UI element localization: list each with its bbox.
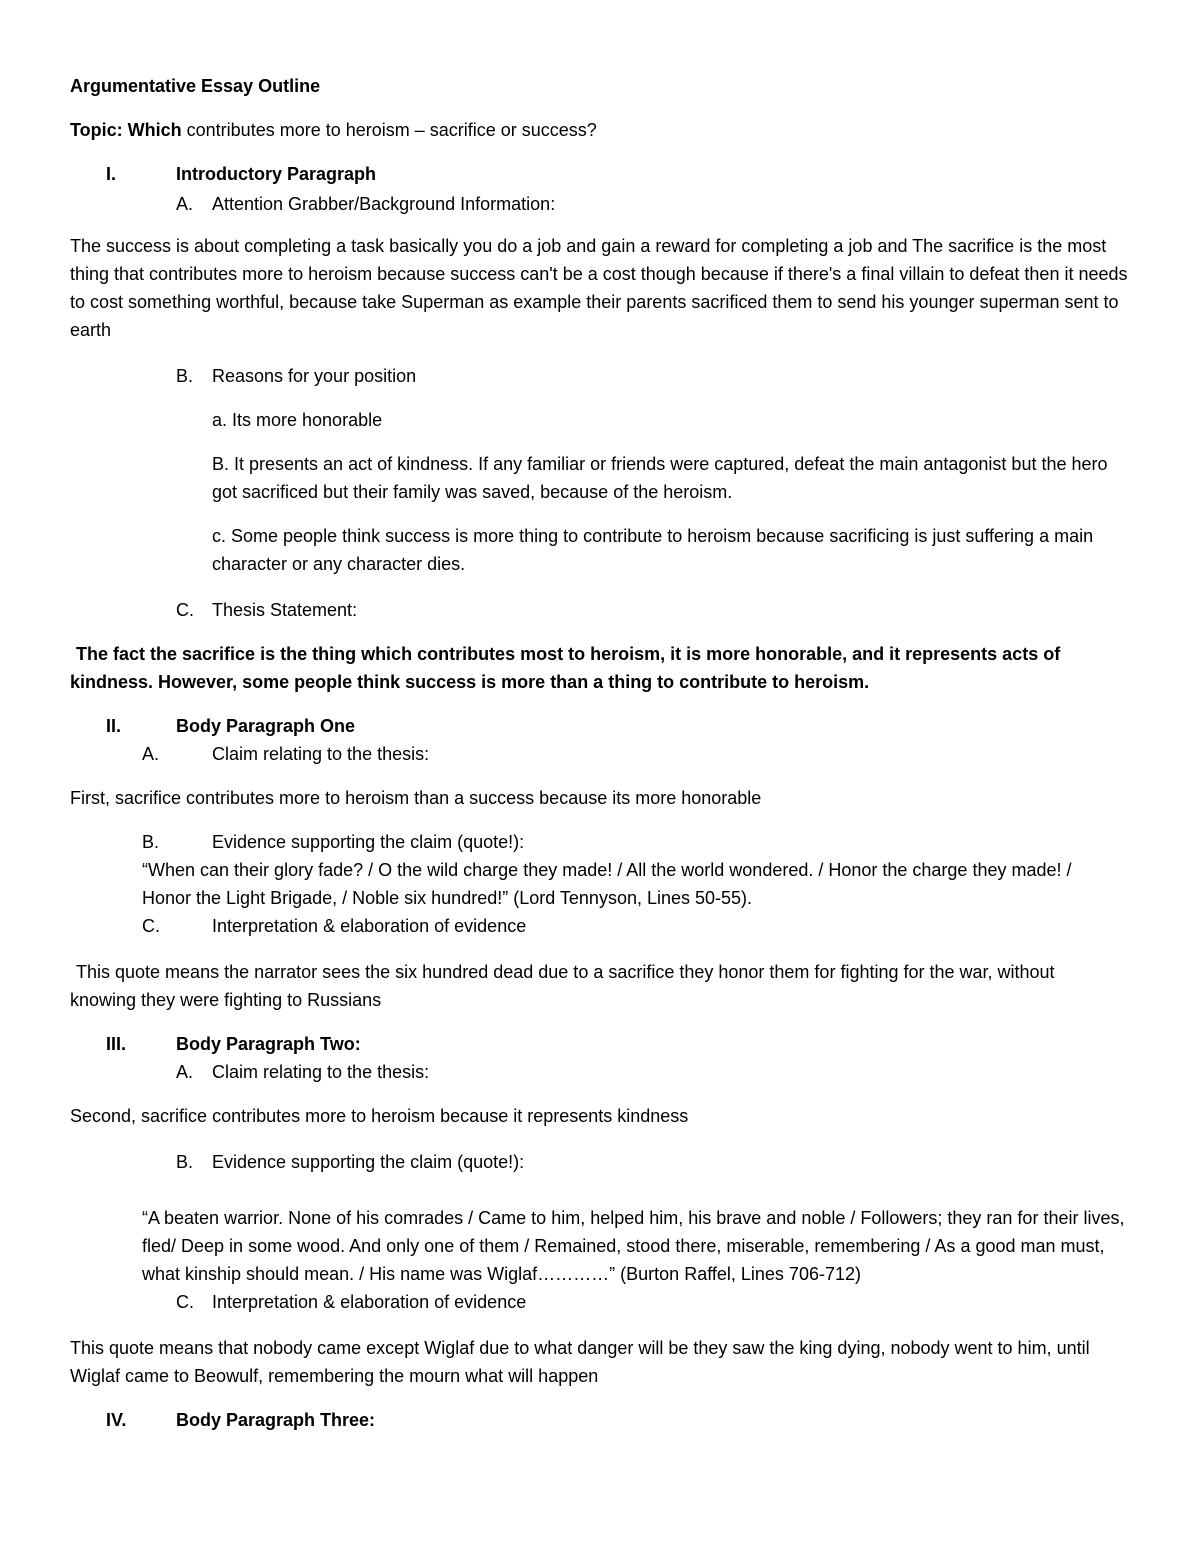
intro-c-label: Thesis Statement: xyxy=(212,600,358,620)
body2-quote: “A beaten warrior. None of his comrades / Came to him, helped him, his brave and noble / Followers; they ran for their lives, fled/ Deep in some wood. And only one of them / Remained, stood there, miserable, remembering / As a good man must, what kinship should mean. / His name was Wiglaf…………” (Burton Raffel, Lines 706-712) xyxy=(142,1208,1125,1284)
section-heading-body3: Body Paragraph Three: xyxy=(176,1410,376,1430)
body2-c-label: Interpretation & elaboration of evidence xyxy=(212,1292,527,1312)
body1-claim: First, sacrifice contributes more to heroism than a success because its more honorable xyxy=(70,788,762,808)
body1-a-letter: A. xyxy=(142,744,160,764)
reason-c: c. Some people think success is more thing to contribute to heroism because sacrificing is just suffering a main character or any character dies. xyxy=(212,526,1094,574)
intro-b-letter: B. xyxy=(176,366,194,386)
section-heading-body1: Body Paragraph One xyxy=(176,716,356,736)
body2-a-label: Claim relating to the thesis: xyxy=(212,1062,430,1082)
body1-b-label: Evidence supporting the claim (quote!): xyxy=(212,832,525,852)
section-numeral-3: III. xyxy=(106,1034,127,1054)
document-title: Argumentative Essay Outline xyxy=(70,76,321,96)
intro-a-letter: A. xyxy=(176,194,194,214)
topic-line xyxy=(70,116,597,144)
reason-a: a. Its more honorable xyxy=(212,410,383,430)
intro-c-letter: C. xyxy=(176,600,194,620)
body1-interpretation: This quote means the narrator sees the six hundred dead due to a sacrifice they honor them for fighting for the war, without knowing they were fighting to Russians xyxy=(70,962,1055,1010)
body1-quote: “When can their glory fade? / O the wild charge they made! / All the world wondered. / Honor the charge they made! / Honor the Light Brigade, / Noble six hundred!” (Lord Tennyson, Lines 50-55). xyxy=(142,860,1072,908)
section-heading-intro: Introductory Paragraph xyxy=(176,164,377,184)
body1-c-label: Interpretation & elaboration of evidence xyxy=(212,916,527,936)
body2-claim: Second, sacrifice contributes more to heroism because it represents kindness xyxy=(70,1106,689,1126)
topic-label: Topic: Which xyxy=(70,120,182,140)
body1-c-letter: C. xyxy=(142,916,160,936)
body2-interpretation: This quote means that nobody came except Wiglaf due to what danger will be they saw the king dying, nobody went to him, until Wiglaf came to Beowulf, remembering the mourn what will happen xyxy=(70,1338,1090,1386)
body1-a-label: Claim relating to the thesis: xyxy=(212,744,430,764)
body2-c-letter: C. xyxy=(176,1292,194,1312)
section-numeral-1: I. xyxy=(106,164,117,184)
section-numeral-4: IV. xyxy=(106,1410,127,1430)
attention-grabber-text: The success is about completing a task basically you do a job and gain a reward for completing a job and The sacrifice is the most thing that contributes more to heroism because success can't be a cost though because if there's a final villain to defeat then it needs to cost something worthful, because take Superman as example their parents sacrificed them to send his younger superman sent to earth xyxy=(70,236,1128,340)
reason-b: B. It presents an act of kindness. If any familiar or friends were captured, defeat the main antagonist but the hero got sacrificed but their family was saved, because of the heroism. xyxy=(212,454,1108,502)
body2-b-label: Evidence supporting the claim (quote!): xyxy=(212,1152,525,1172)
section-heading-body2: Body Paragraph Two: xyxy=(176,1034,361,1054)
topic-text: contributes more to heroism – sacrifice or success? xyxy=(181,120,597,140)
body2-b-letter: B. xyxy=(176,1152,194,1172)
thesis-statement: The fact the sacrifice is the thing which contributes most to heroism, it is more honorable, and it represents acts of kindness. However, some people think success is more than a thing to contribute to heroism. xyxy=(70,644,1061,692)
section-numeral-2: II. xyxy=(106,716,122,736)
body1-b-letter: B. xyxy=(142,832,160,852)
intro-b-label: Reasons for your position xyxy=(212,366,417,386)
intro-a-label: Attention Grabber/Background Information: xyxy=(212,194,556,214)
body2-a-letter: A. xyxy=(176,1062,194,1082)
